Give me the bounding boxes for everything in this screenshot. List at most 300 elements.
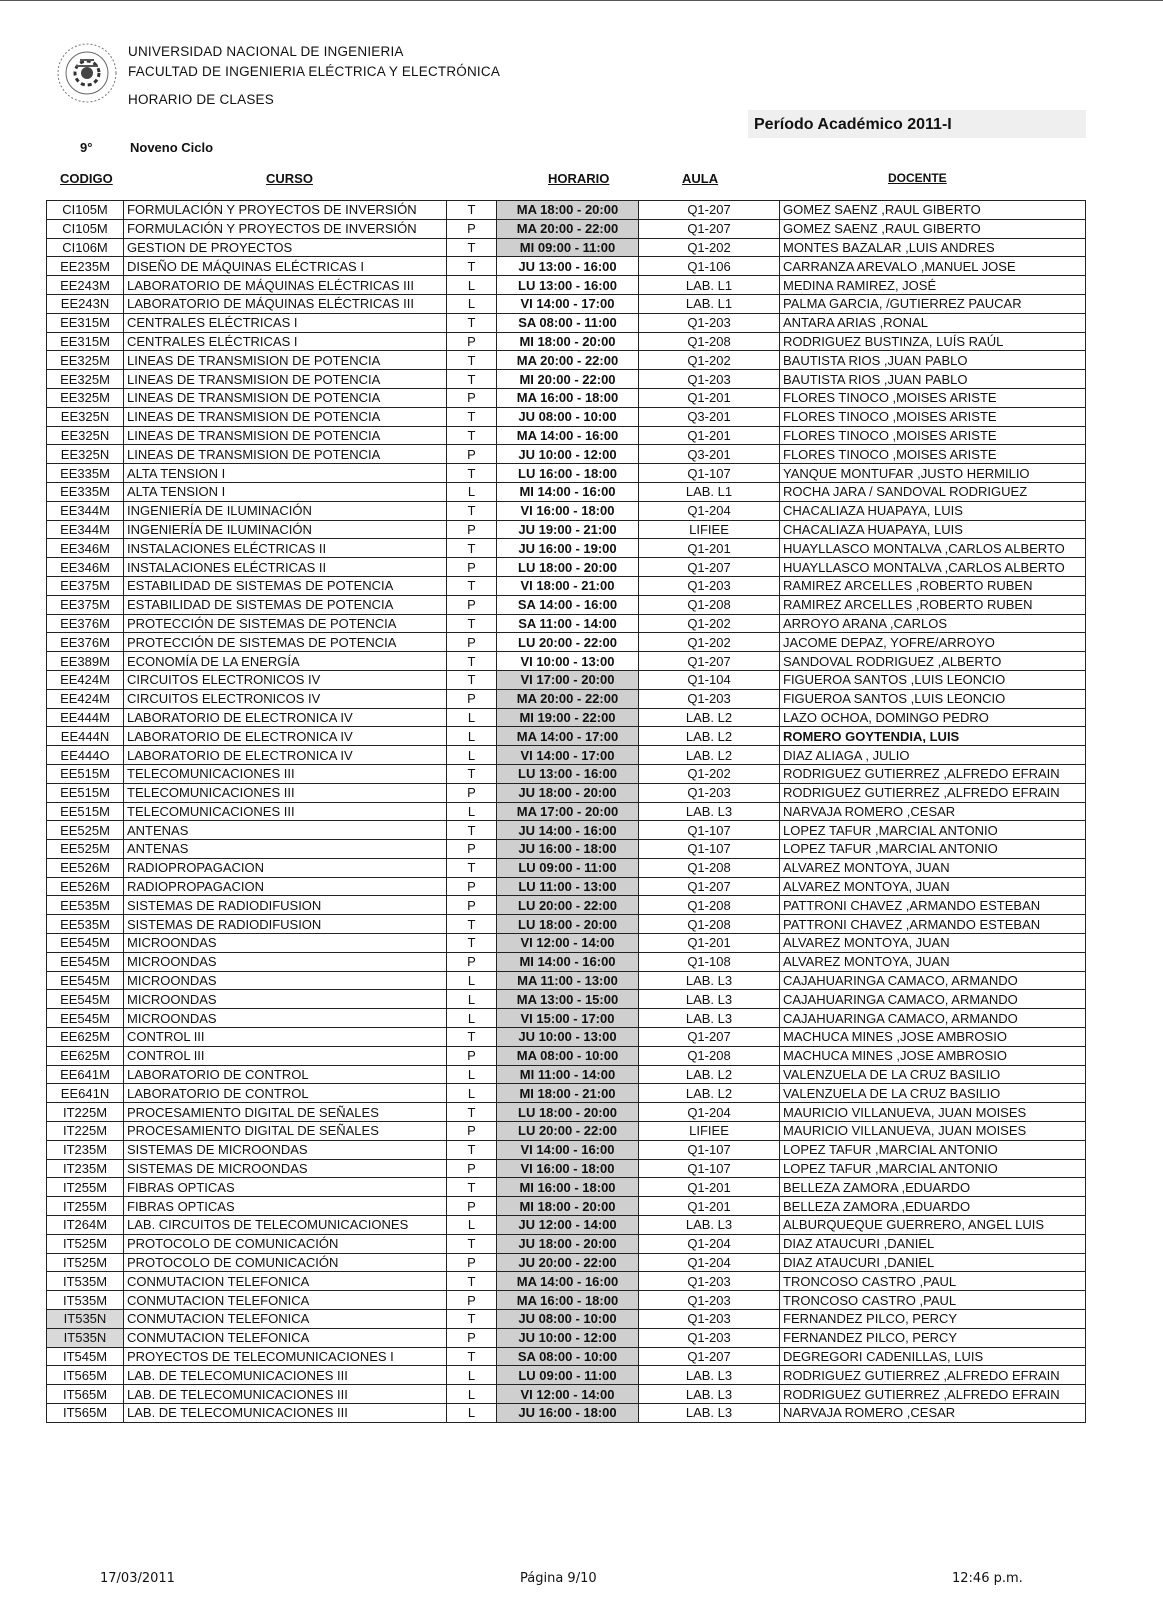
session-type-cell: P [447, 1159, 497, 1178]
course-name-cell: LABORATORIO DE CONTROL [124, 1084, 447, 1103]
schedule-time-cell: JU 20:00 - 22:00 [497, 1253, 639, 1272]
schedule-time-cell: JU 16:00 - 19:00 [497, 539, 639, 558]
schedule-table [46, 200, 1086, 1423]
classroom-cell: Q1-202 [639, 764, 780, 783]
instructor-cell: PATTRONI CHAVEZ ,ARMANDO ESTEBAN [780, 896, 1086, 915]
session-type-cell: P [447, 952, 497, 971]
course-code-cell: EE515M [47, 764, 124, 783]
session-type-cell: P [447, 1253, 497, 1272]
course-code-cell: IT535N [47, 1328, 124, 1347]
session-type-cell: P [447, 219, 497, 238]
course-name-cell: FORMULACIÓN Y PROYECTOS DE INVERSIÓN [124, 219, 447, 238]
course-name-cell: MICROONDAS [124, 990, 447, 1009]
table-row [47, 727, 1086, 746]
schedule-time-cell: LU 20:00 - 22:00 [497, 1122, 639, 1141]
instructor-cell: LOPEZ TAFUR ,MARCIAL ANTONIO [780, 1140, 1086, 1159]
course-name-cell: ALTA TENSION I [124, 464, 447, 483]
schedule-time-cell: JU 08:00 - 10:00 [497, 1310, 639, 1329]
schedule-time-cell: JU 10:00 - 13:00 [497, 1028, 639, 1047]
table-row [47, 708, 1086, 727]
course-code-cell: EE389M [47, 652, 124, 671]
schedule-time-cell: LU 13:00 - 16:00 [497, 764, 639, 783]
schedule-time-cell: MA 14:00 - 17:00 [497, 727, 639, 746]
course-name-cell: LABORATORIO DE CONTROL [124, 1065, 447, 1084]
schedule-time-cell: LU 18:00 - 20:00 [497, 915, 639, 934]
session-type-cell: T [447, 464, 497, 483]
session-type-cell: T [447, 1272, 497, 1291]
course-code-cell: EE444N [47, 727, 124, 746]
session-type-cell: T [447, 652, 497, 671]
course-code-cell: IT565M [47, 1404, 124, 1423]
schedule-time-cell: JU 12:00 - 14:00 [497, 1216, 639, 1235]
session-type-cell: T [447, 1178, 497, 1197]
instructor-cell: FERNANDEZ PILCO, PERCY [780, 1328, 1086, 1347]
course-name-cell: LABORATORIO DE MÁQUINAS ELÉCTRICAS III [124, 294, 447, 313]
classroom-cell: Q1-204 [639, 1103, 780, 1122]
schedule-time-cell: MI 14:00 - 16:00 [497, 482, 639, 501]
table-row [47, 1197, 1086, 1216]
classroom-cell: Q1-203 [639, 313, 780, 332]
course-name-cell: PROTOCOLO DE COMUNICACIÓN [124, 1234, 447, 1253]
table-row [47, 1347, 1086, 1366]
session-type-cell: T [447, 257, 497, 276]
schedule-time-cell: VI 17:00 - 20:00 [497, 670, 639, 689]
schedule-time-cell: VI 16:00 - 18:00 [497, 1159, 639, 1178]
classroom-cell: Q1-208 [639, 915, 780, 934]
course-code-cell: EE375M [47, 576, 124, 595]
course-code-cell: EE424M [47, 670, 124, 689]
course-name-cell: SISTEMAS DE MICROONDAS [124, 1159, 447, 1178]
course-code-cell: EE525M [47, 821, 124, 840]
course-code-cell: CI105M [47, 219, 124, 238]
course-code-cell: EE376M [47, 633, 124, 652]
instructor-cell: TRONCOSO CASTRO ,PAUL [780, 1272, 1086, 1291]
table-row [47, 539, 1086, 558]
schedule-time-cell: JU 16:00 - 18:00 [497, 1404, 639, 1423]
scan-edge-line [0, 0, 1163, 1]
instructor-cell: CHACALIAZA HUAPAYA, LUIS [780, 520, 1086, 539]
course-code-cell: EE315M [47, 332, 124, 351]
course-name-cell: GESTION DE PROYECTOS [124, 238, 447, 257]
session-type-cell: P [447, 1197, 497, 1216]
table-row [47, 821, 1086, 840]
course-name-cell: FORMULACIÓN Y PROYECTOS DE INVERSIÓN [124, 201, 447, 220]
schedule-time-cell: LU 09:00 - 11:00 [497, 858, 639, 877]
table-row [47, 388, 1086, 407]
instructor-cell: SANDOVAL RODRIGUEZ ,ALBERTO [780, 652, 1086, 671]
course-code-cell: IT235M [47, 1140, 124, 1159]
instructor-cell: BELLEZA ZAMORA ,EDUARDO [780, 1197, 1086, 1216]
table-row [47, 313, 1086, 332]
classroom-cell: Q1-203 [639, 370, 780, 389]
classroom-cell: Q1-108 [639, 952, 780, 971]
session-type-cell: P [447, 332, 497, 351]
session-type-cell: L [447, 971, 497, 990]
session-type-cell: T [447, 1310, 497, 1329]
session-type-cell: L [447, 1385, 497, 1404]
course-code-cell: EE344M [47, 501, 124, 520]
schedule-time-cell: JU 16:00 - 18:00 [497, 840, 639, 859]
course-code-cell: EE625M [47, 1046, 124, 1065]
classroom-cell: Q1-208 [639, 858, 780, 877]
course-name-cell: ANTENAS [124, 821, 447, 840]
course-name-cell: ANTENAS [124, 840, 447, 859]
schedule-time-cell: MI 16:00 - 18:00 [497, 1178, 639, 1197]
course-code-cell: EE335M [47, 464, 124, 483]
course-code-cell: IT225M [47, 1103, 124, 1122]
course-name-cell: ALTA TENSION I [124, 482, 447, 501]
course-name-cell: PROTECCIÓN DE SISTEMAS DE POTENCIA [124, 614, 447, 633]
instructor-cell: FIGUEROA SANTOS ,LUIS LEONCIO [780, 689, 1086, 708]
classroom-cell: Q1-207 [639, 877, 780, 896]
instructor-cell: CAJAHUARINGA CAMACO, ARMANDO [780, 990, 1086, 1009]
table-row [47, 238, 1086, 257]
table-row [47, 877, 1086, 896]
classroom-cell: Q1-201 [639, 934, 780, 953]
session-type-cell: P [447, 1122, 497, 1141]
course-code-cell: EE535M [47, 896, 124, 915]
instructor-cell: CAJAHUARINGA CAMACO, ARMANDO [780, 971, 1086, 990]
table-row [47, 351, 1086, 370]
table-row [47, 1234, 1086, 1253]
instructor-cell: CAJAHUARINGA CAMACO, ARMANDO [780, 1009, 1086, 1028]
session-type-cell: T [447, 764, 497, 783]
schedule-time-cell: JU 14:00 - 16:00 [497, 821, 639, 840]
session-type-cell: P [447, 783, 497, 802]
classroom-cell: Q1-208 [639, 896, 780, 915]
instructor-cell: ALBURQUEQUE GUERRERO, ANGEL LUIS [780, 1216, 1086, 1235]
instructor-cell: YANQUE MONTUFAR ,JUSTO HERMILIO [780, 464, 1086, 483]
session-type-cell: P [447, 445, 497, 464]
course-code-cell: IT225M [47, 1122, 124, 1141]
instructor-cell: ARROYO ARANA ,CARLOS [780, 614, 1086, 633]
course-code-cell: EE545M [47, 971, 124, 990]
instructor-cell: PALMA GARCIA, /GUTIERREZ PAUCAR [780, 294, 1086, 313]
course-code-cell: EE375M [47, 595, 124, 614]
classroom-cell: LAB. L1 [639, 276, 780, 295]
course-name-cell: PROCESAMIENTO DIGITAL DE SEÑALES [124, 1103, 447, 1122]
course-name-cell: FIBRAS OPTICAS [124, 1178, 447, 1197]
schedule-time-cell: MA 20:00 - 22:00 [497, 219, 639, 238]
schedule-time-cell: JU 19:00 - 21:00 [497, 520, 639, 539]
classroom-cell: Q1-106 [639, 257, 780, 276]
classroom-cell: LAB. L3 [639, 1385, 780, 1404]
classroom-cell: LAB. L3 [639, 1216, 780, 1235]
table-row [47, 915, 1086, 934]
schedule-time-cell: MI 18:00 - 20:00 [497, 1197, 639, 1216]
classroom-cell: Q1-203 [639, 1310, 780, 1329]
course-name-cell: TELECOMUNICACIONES III [124, 764, 447, 783]
course-code-cell: IT255M [47, 1178, 124, 1197]
classroom-cell: Q1-207 [639, 219, 780, 238]
course-name-cell: PROCESAMIENTO DIGITAL DE SEÑALES [124, 1122, 447, 1141]
instructor-cell: ALVAREZ MONTOYA, JUAN [780, 952, 1086, 971]
course-name-cell: LAB. CIRCUITOS DE TELECOMUNICACIONES [124, 1216, 447, 1235]
session-type-cell: T [447, 1234, 497, 1253]
instructor-cell: LOPEZ TAFUR ,MARCIAL ANTONIO [780, 1159, 1086, 1178]
course-name-cell: INSTALACIONES ELÉCTRICAS II [124, 539, 447, 558]
classroom-cell: LAB. L2 [639, 1065, 780, 1084]
table-row [47, 1404, 1086, 1423]
schedule-time-cell: MA 16:00 - 18:00 [497, 388, 639, 407]
course-name-cell: SISTEMAS DE RADIODIFUSION [124, 896, 447, 915]
table-row [47, 1216, 1086, 1235]
classroom-cell: Q1-201 [639, 388, 780, 407]
course-code-cell: IT535M [47, 1272, 124, 1291]
classroom-cell: Q1-107 [639, 1140, 780, 1159]
course-code-cell: EE325N [47, 445, 124, 464]
classroom-cell: LIFIEE [639, 520, 780, 539]
table-row [47, 595, 1086, 614]
table-row [47, 294, 1086, 313]
table-row [47, 464, 1086, 483]
course-code-cell: IT545M [47, 1347, 124, 1366]
course-name-cell: INGENIERÍA DE ILUMINACIÓN [124, 520, 447, 539]
schedule-time-cell: LU 11:00 - 13:00 [497, 877, 639, 896]
academic-period: Período Académico 2011-I [754, 116, 952, 133]
table-row [47, 201, 1086, 220]
instructor-cell: FLORES TINOCO ,MOISES ARISTE [780, 407, 1086, 426]
instructor-cell: LAZO OCHOA, DOMINGO PEDRO [780, 708, 1086, 727]
session-type-cell: T [447, 1103, 497, 1122]
classroom-cell: Q1-207 [639, 1347, 780, 1366]
schedule-time-cell: VI 14:00 - 17:00 [497, 746, 639, 765]
table-row [47, 670, 1086, 689]
classroom-cell: Q1-207 [639, 558, 780, 577]
instructor-cell: CARRANZA AREVALO ,MANUEL JOSE [780, 257, 1086, 276]
schedule-time-cell: LU 13:00 - 16:00 [497, 276, 639, 295]
column-header-codigo: CODIGO [60, 171, 113, 186]
table-row [47, 1385, 1086, 1404]
classroom-cell: Q1-201 [639, 1178, 780, 1197]
session-type-cell: T [447, 351, 497, 370]
table-row [47, 840, 1086, 859]
column-header-curso: CURSO [266, 171, 313, 186]
course-name-cell: ESTABILIDAD DE SISTEMAS DE POTENCIA [124, 595, 447, 614]
course-code-cell: IT525M [47, 1253, 124, 1272]
instructor-cell: TRONCOSO CASTRO ,PAUL [780, 1291, 1086, 1310]
course-name-cell: CIRCUITOS ELECTRONICOS IV [124, 689, 447, 708]
course-code-cell: EE325M [47, 370, 124, 389]
university-name: UNIVERSIDAD NACIONAL DE INGENIERIA [128, 44, 404, 59]
classroom-cell: Q1-208 [639, 332, 780, 351]
session-type-cell: T [447, 1028, 497, 1047]
course-name-cell: MICROONDAS [124, 971, 447, 990]
instructor-cell: CHACALIAZA HUAPAYA, LUIS [780, 501, 1086, 520]
instructor-cell: PATTRONI CHAVEZ ,ARMANDO ESTEBAN [780, 915, 1086, 934]
session-type-cell: T [447, 915, 497, 934]
schedule-time-cell: JU 08:00 - 10:00 [497, 407, 639, 426]
instructor-cell: MONTES BAZALAR ,LUIS ANDRES [780, 238, 1086, 257]
table-row [47, 1253, 1086, 1272]
course-name-cell: CIRCUITOS ELECTRONICOS IV [124, 670, 447, 689]
course-code-cell: EE346M [47, 558, 124, 577]
course-code-cell: EE424M [47, 689, 124, 708]
course-code-cell: EE235M [47, 257, 124, 276]
schedule-time-cell: MA 20:00 - 22:00 [497, 689, 639, 708]
schedule-time-cell: MA 08:00 - 10:00 [497, 1046, 639, 1065]
course-name-cell: LINEAS DE TRANSMISION DE POTENCIA [124, 407, 447, 426]
instructor-cell: DIAZ ATAUCURI ,DANIEL [780, 1253, 1086, 1272]
course-code-cell: EE325N [47, 407, 124, 426]
instructor-cell: BAUTISTA RIOS ,JUAN PABLO [780, 351, 1086, 370]
session-type-cell: T [447, 238, 497, 257]
session-type-cell: T [447, 313, 497, 332]
classroom-cell: LAB. L3 [639, 1009, 780, 1028]
table-row [47, 1328, 1086, 1347]
course-name-cell: LINEAS DE TRANSMISION DE POTENCIA [124, 445, 447, 464]
session-type-cell: P [447, 388, 497, 407]
course-code-cell: CI106M [47, 238, 124, 257]
table-row [47, 445, 1086, 464]
classroom-cell: Q1-208 [639, 1046, 780, 1065]
session-type-cell: L [447, 276, 497, 295]
course-name-cell: PROTECCIÓN DE SISTEMAS DE POTENCIA [124, 633, 447, 652]
schedule-time-cell: LU 20:00 - 22:00 [497, 896, 639, 915]
course-name-cell: MICROONDAS [124, 952, 447, 971]
instructor-cell: HUAYLLASCO MONTALVA ,CARLOS ALBERTO [780, 558, 1086, 577]
schedule-time-cell: MA 20:00 - 22:00 [497, 351, 639, 370]
instructor-cell: BELLEZA ZAMORA ,EDUARDO [780, 1178, 1086, 1197]
schedule-time-cell: VI 18:00 - 21:00 [497, 576, 639, 595]
session-type-cell: L [447, 708, 497, 727]
schedule-time-cell: MA 13:00 - 15:00 [497, 990, 639, 1009]
table-row [47, 1084, 1086, 1103]
schedule-time-cell: VI 10:00 - 13:00 [497, 652, 639, 671]
footer-date: 17/03/2011 [100, 1571, 175, 1586]
table-row [47, 858, 1086, 877]
course-code-cell: EE641N [47, 1084, 124, 1103]
table-row [47, 1140, 1086, 1159]
classroom-cell: Q1-201 [639, 1197, 780, 1216]
schedule-time-cell: MI 18:00 - 20:00 [497, 332, 639, 351]
classroom-cell: Q1-203 [639, 1328, 780, 1347]
instructor-cell: RODRIGUEZ GUTIERREZ ,ALFREDO EFRAIN [780, 1366, 1086, 1385]
schedule-time-cell: VI 14:00 - 16:00 [497, 1140, 639, 1159]
table-row [47, 1291, 1086, 1310]
schedule-time-cell: MA 14:00 - 16:00 [497, 426, 639, 445]
course-code-cell: EE625M [47, 1028, 124, 1047]
classroom-cell: Q1-203 [639, 1272, 780, 1291]
instructor-cell: MACHUCA MINES ,JOSE AMBROSIO [780, 1046, 1086, 1065]
course-code-cell: EE545M [47, 934, 124, 953]
course-code-cell: CI105M [47, 201, 124, 220]
classroom-cell: LAB. L2 [639, 727, 780, 746]
table-row [47, 276, 1086, 295]
schedule-time-cell: LU 18:00 - 20:00 [497, 1103, 639, 1122]
classroom-cell: LAB. L1 [639, 294, 780, 313]
course-name-cell: MICROONDAS [124, 934, 447, 953]
course-name-cell: ESTABILIDAD DE SISTEMAS DE POTENCIA [124, 576, 447, 595]
session-type-cell: P [447, 689, 497, 708]
table-row [47, 219, 1086, 238]
course-code-cell: IT565M [47, 1366, 124, 1385]
schedule-time-cell: VI 12:00 - 14:00 [497, 934, 639, 953]
classroom-cell: Q1-204 [639, 1234, 780, 1253]
schedule-time-cell: MA 11:00 - 13:00 [497, 971, 639, 990]
table-row [47, 1178, 1086, 1197]
course-code-cell: EE243M [47, 276, 124, 295]
instructor-cell: LOPEZ TAFUR ,MARCIAL ANTONIO [780, 821, 1086, 840]
session-type-cell: L [447, 1404, 497, 1423]
schedule-time-cell: LU 09:00 - 11:00 [497, 1366, 639, 1385]
session-type-cell: P [447, 1046, 497, 1065]
session-type-cell: P [447, 633, 497, 652]
table-row [47, 257, 1086, 276]
table-row [47, 783, 1086, 802]
faculty-name: FACULTAD DE INGENIERIA ELÉCTRICA Y ELECTRÓNICA [128, 64, 501, 79]
table-row [47, 558, 1086, 577]
session-type-cell: L [447, 1009, 497, 1028]
schedule-time-cell: MI 14:00 - 16:00 [497, 952, 639, 971]
table-row [47, 1310, 1086, 1329]
instructor-cell: GOMEZ SAENZ ,RAUL GIBERTO [780, 219, 1086, 238]
classroom-cell: LAB. L3 [639, 802, 780, 821]
schedule-time-cell: LU 18:00 - 20:00 [497, 558, 639, 577]
table-row [47, 971, 1086, 990]
column-header-horario: HORARIO [548, 171, 610, 186]
schedule-time-cell: MA 16:00 - 18:00 [497, 1291, 639, 1310]
instructor-cell: VALENZUELA DE LA CRUZ BASILIO [780, 1065, 1086, 1084]
classroom-cell: Q1-208 [639, 595, 780, 614]
classroom-cell: Q3-201 [639, 445, 780, 464]
classroom-cell: Q1-202 [639, 614, 780, 633]
instructor-cell: VALENZUELA DE LA CRUZ BASILIO [780, 1084, 1086, 1103]
cycle-number: 9° [80, 140, 93, 155]
schedule-time-cell: LU 20:00 - 22:00 [497, 633, 639, 652]
session-type-cell: P [447, 840, 497, 859]
course-code-cell: IT565M [47, 1385, 124, 1404]
instructor-cell: HUAYLLASCO MONTALVA ,CARLOS ALBERTO [780, 539, 1086, 558]
course-code-cell: IT535M [47, 1291, 124, 1310]
schedule-time-cell: VI 16:00 - 18:00 [497, 501, 639, 520]
session-type-cell: T [447, 670, 497, 689]
table-row [47, 990, 1086, 1009]
classroom-cell: Q3-201 [639, 407, 780, 426]
course-code-cell: IT525M [47, 1234, 124, 1253]
classroom-cell: Q1-202 [639, 351, 780, 370]
schedule-time-cell: MI 20:00 - 22:00 [497, 370, 639, 389]
instructor-cell: MAURICIO VILLANUEVA, JUAN MOISES [780, 1122, 1086, 1141]
schedule-time-cell: MI 19:00 - 22:00 [497, 708, 639, 727]
instructor-cell: FLORES TINOCO ,MOISES ARISTE [780, 388, 1086, 407]
instructor-cell: DIAZ ALIAGA , JULIO [780, 746, 1086, 765]
course-name-cell: CONMUTACION TELEFONICA [124, 1310, 447, 1329]
classroom-cell: Q1-201 [639, 539, 780, 558]
classroom-cell: Q1-201 [639, 426, 780, 445]
instructor-cell: RODRIGUEZ GUTIERREZ ,ALFREDO EFRAIN [780, 783, 1086, 802]
classroom-cell: LAB. L3 [639, 971, 780, 990]
session-type-cell: T [447, 1140, 497, 1159]
course-code-cell: EE515M [47, 802, 124, 821]
classroom-cell: Q1-203 [639, 689, 780, 708]
course-code-cell: EE344M [47, 520, 124, 539]
classroom-cell: Q1-207 [639, 652, 780, 671]
course-code-cell: EE545M [47, 1009, 124, 1028]
session-type-cell: T [447, 576, 497, 595]
table-row [47, 633, 1086, 652]
session-type-cell: L [447, 1065, 497, 1084]
classroom-cell: Q1-204 [639, 501, 780, 520]
course-name-cell: LINEAS DE TRANSMISION DE POTENCIA [124, 388, 447, 407]
course-name-cell: TELECOMUNICACIONES III [124, 783, 447, 802]
footer-page-number: Página 9/10 [520, 1571, 597, 1586]
table-row [47, 332, 1086, 351]
course-code-cell: EE444M [47, 708, 124, 727]
course-code-cell: EE525M [47, 840, 124, 859]
table-row [47, 934, 1086, 953]
course-name-cell: LABORATORIO DE MÁQUINAS ELÉCTRICAS III [124, 276, 447, 295]
